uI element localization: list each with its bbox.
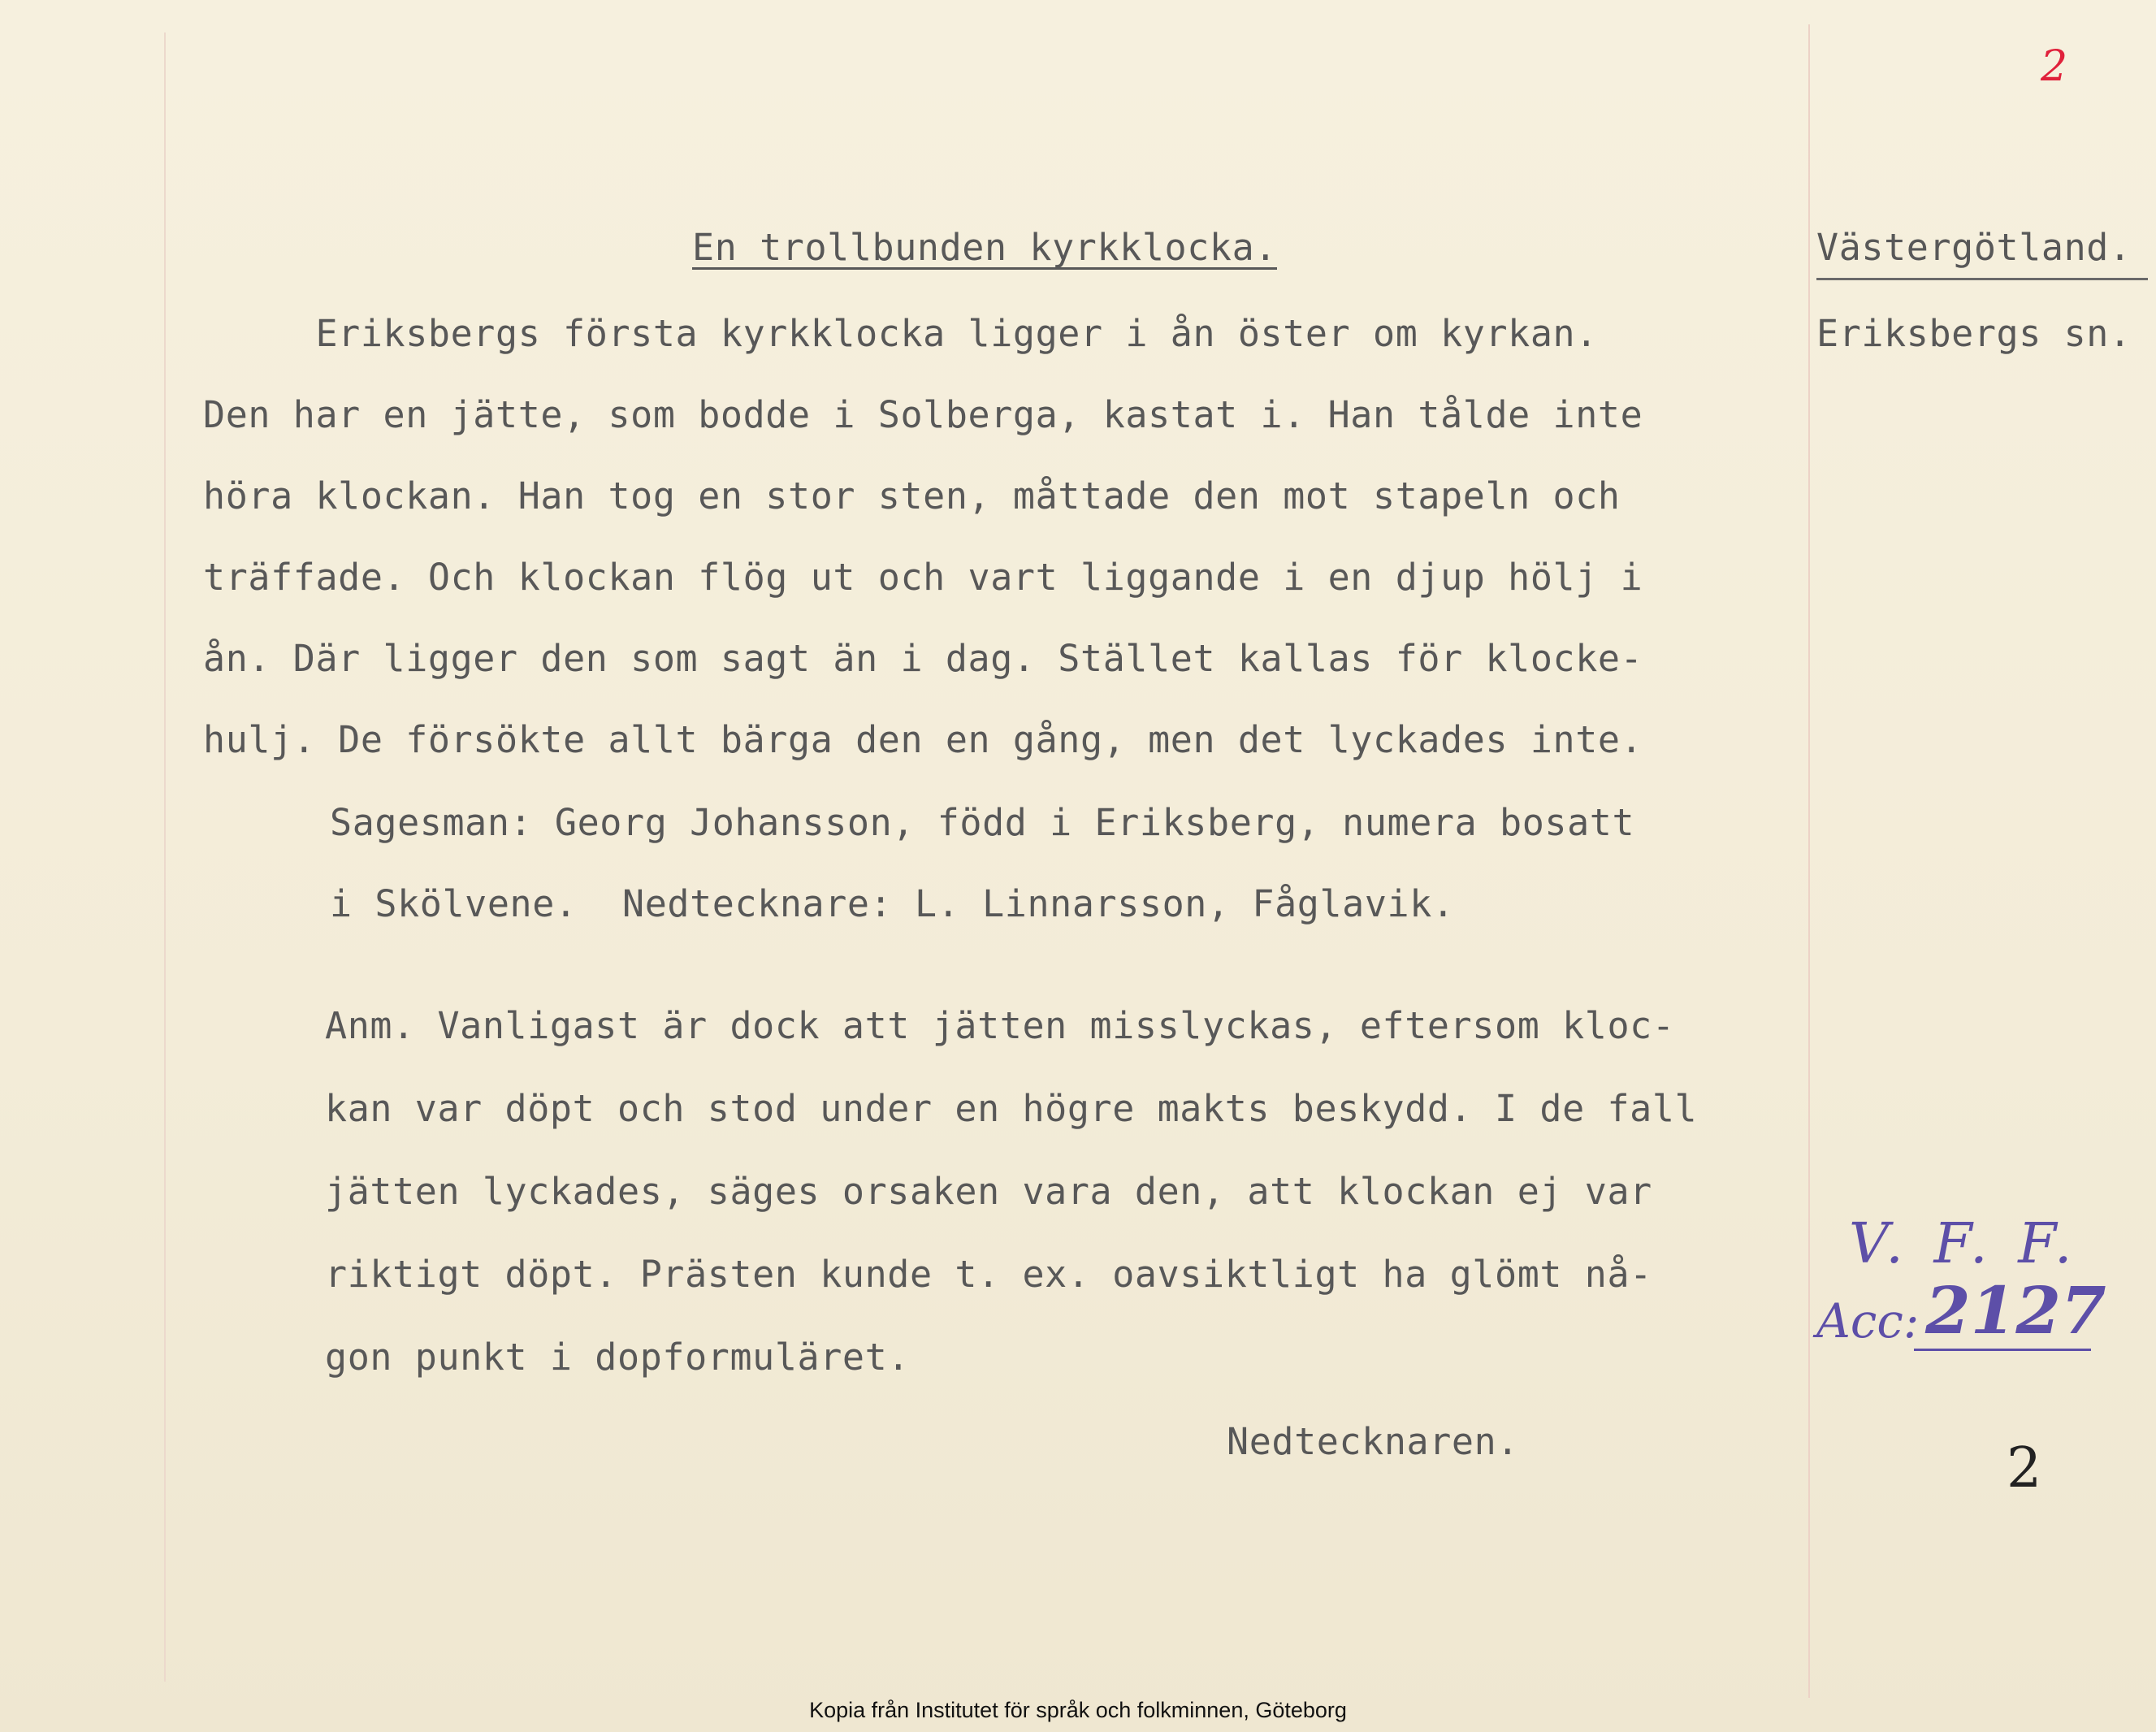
informant-line: Sagesman: Georg Johansson, född i Eriksberg, numera bosatt: [330, 801, 1635, 844]
note-line: jätten lyckades, säges orsaken vara den, att klockan ej var: [325, 1170, 1652, 1213]
accession-label: Acc:: [1816, 1293, 1920, 1349]
archive-footer: Kopia från Institutet för språk och folkminnen, Göteborg: [809, 1698, 1347, 1722]
note-line: kan var döpt och stod under en högre makts beskydd. I de fall: [325, 1087, 1698, 1130]
body-line: höra klockan. Han tog en stor sten, måttade den mot stapeln och: [203, 474, 1621, 517]
accession-underline: [1914, 1349, 2091, 1351]
informant-line: i Skölvene. Nedtecknare: L. Linnarsson, Fåglavik.: [330, 882, 1455, 925]
body-line: träffade. Och klockan flög ut och vart liggande i en djup hölj i: [203, 556, 1643, 599]
document-title: En trollbunden kyrkklocka.: [692, 226, 1277, 269]
note-line: Anm. Vanligast är dock att jätten misslyckas, eftersom kloc-: [325, 1004, 1675, 1047]
region-label: Västergötland.: [1816, 226, 2132, 269]
parish-label: Eriksbergs sn.: [1816, 312, 2132, 355]
corner-page-mark: 2: [2041, 42, 2068, 91]
body-line: Eriksbergs första kyrkklocka ligger i ån öster om kyrkan.: [203, 312, 1598, 355]
right-margin-line: [1808, 24, 1810, 1698]
archive-stamp: V. F. F.: [1849, 1212, 2079, 1276]
note-line: gon punkt i dopformuläret.: [325, 1336, 910, 1379]
signature: Nedtecknaren.: [1227, 1420, 1519, 1463]
body-line: ån. Där ligger den som sagt än i dag. Stället kallas för klocke-: [203, 637, 1643, 680]
region-underline: [1816, 278, 2148, 280]
body-line: Den har en jätte, som bodde i Solberga, kastat i. Han tålde inte: [203, 393, 1643, 436]
note-line: riktigt döpt. Prästen kunde t. ex. oavsiktligt ha glömt nå-: [325, 1253, 1652, 1296]
page-number: 2: [2007, 1436, 2042, 1500]
body-line: hulj. De försökte allt bärga den en gång, men det lyckades inte.: [203, 718, 1643, 761]
left-margin-line: [164, 32, 166, 1682]
accession-number: 2127: [1925, 1272, 2106, 1349]
